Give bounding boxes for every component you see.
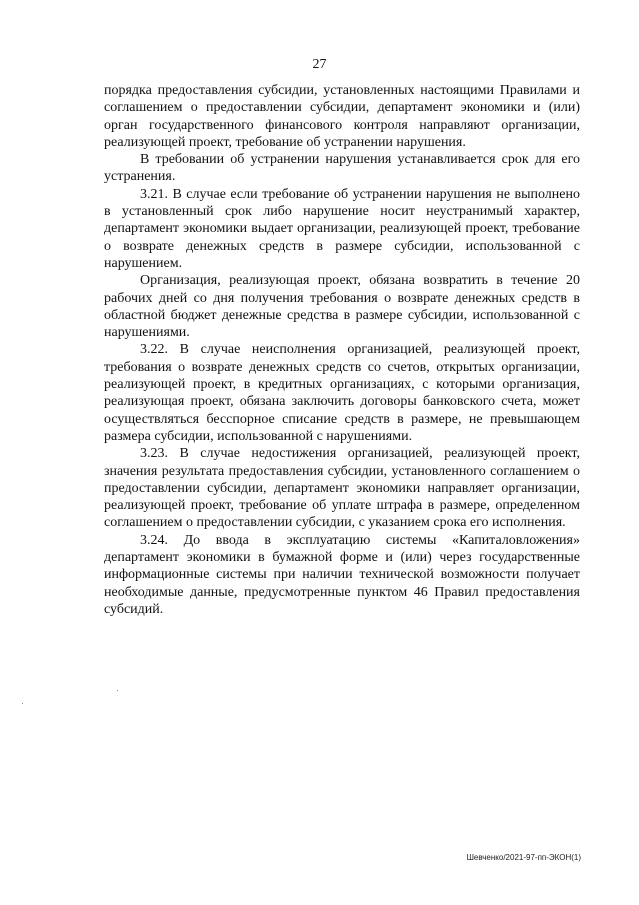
paragraph-3-23: 3.23. В случае недостижения организацией, реализующей проект, значения результата предоставления субсидии, установленного соглашением о предоставлении субсидии, департамент экономики направляет организации, реализующей проект, требование об уплате штрафа в размере, определенном соглашением о предоставлении субсидии, с указанием срока его исполнения. (104, 446, 580, 531)
document-body (104, 82, 580, 618)
footer-document-code: Шевченко/2021-97-пп-ЭКОН(1) (466, 853, 581, 862)
paragraph-3-21: 3.21. В случае если требование об устранении нарушения не выполнено в установленный срок либо нарушение носит неустранимый характер, департамент экономики выдает организации, реализующей проект, требование о возврате денежных средств в размере субсидии, использованной с нарушением. (104, 186, 580, 271)
paragraph: В требовании об устранении нарушения устанавливается срок для его устранения. (104, 152, 580, 185)
paragraph-3-22: 3.22. В случае неисполнения организацией, реализующей проект, требования о возврате денежных средств со счетов, открытых организации, реализующей проект, в кредитных организациях, с которыми организация, реализующая проект, обязана заключить договоры банковского счета, может осуществляться бесспорное списание средств в размере, не превышающем размера субсидии, использованной с нарушениями. (104, 342, 580, 444)
paragraph-3-24: 3.24. До ввода в эксплуатацию системы «Капиталовложения» департамент экономики в бумажной форме и (или) через государственные информационные системы при наличии технической возможности получает необходимые данные, предусмотренные пунктом 46 Правил предоставления субсидий. (104, 532, 580, 617)
paragraph-continuation: порядка предоставления субсидии, установленных настоящими Правилами и соглашением о предоставлении субсидии, департамент экономики и (или) орган государственного финансового контроля направляют организации, реализующей проект, требование об устранении нарушения. (104, 83, 580, 150)
scan-speck (22, 703, 23, 704)
scan-speck (117, 690, 118, 691)
paragraph: Организация, реализующая проект, обязана возвратить в течение 20 рабочих дней со дня получения требования о возврате денежных средств в областной бюджет денежные средства в размере субсидии, использованной с нарушениями. (104, 273, 580, 341)
page-number: 27 (312, 57, 327, 72)
